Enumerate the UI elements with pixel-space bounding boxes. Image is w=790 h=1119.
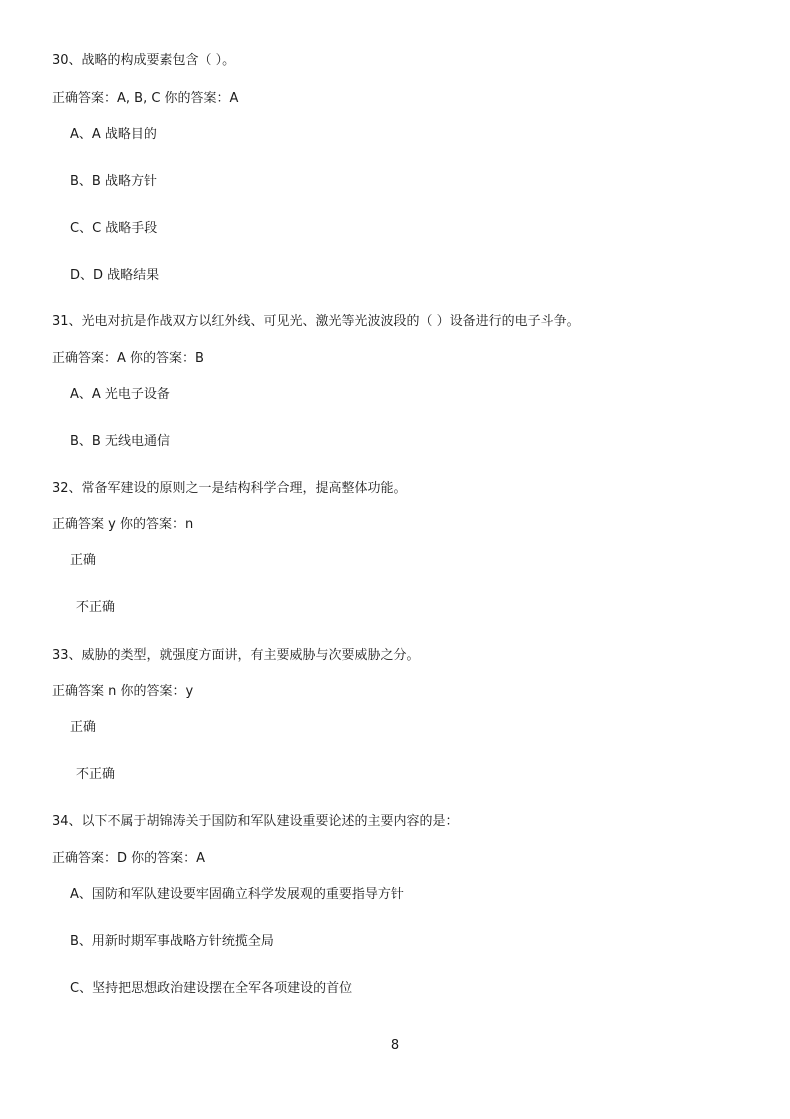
- question-33-option-true: 正确: [70, 720, 97, 735]
- question-32-option-true: 正确: [70, 553, 97, 568]
- question-34-stem: 34、以下不属于胡锦涛关于国防和军队建设重要论述的主要内容的是：: [52, 814, 459, 829]
- question-32-option-false: 不正确: [76, 600, 116, 615]
- question-34-option-c: C、坚持把思想政治建设摆在全军各项建设的首位: [70, 981, 353, 996]
- question-33-option-false: 不正确: [76, 767, 116, 782]
- question-32-answer: 正确答案 y 你的答案：n: [52, 517, 194, 532]
- question-30-option-a: A、A 战略目的: [70, 127, 157, 142]
- page-number: 8: [390, 1038, 400, 1053]
- question-33-answer: 正确答案 n 你的答案：y: [52, 684, 194, 699]
- question-32-stem: 32、常备军建设的原则之一是结构科学合理，提高整体功能。: [52, 481, 407, 496]
- question-31-answer: 正确答案：A 你的答案：B: [52, 351, 204, 366]
- question-31-option-a: A、A 光电子设备: [70, 387, 170, 402]
- question-34-option-a: A、国防和军队建设要牢固确立科学发展观的重要指导方针: [70, 887, 404, 902]
- question-34-answer: 正确答案：D 你的答案：A: [52, 851, 206, 866]
- question-30-stem: 30、战略的构成要素包含（ ）。: [52, 53, 236, 68]
- question-30-option-c: C、C 战略手段: [70, 221, 158, 236]
- question-31-stem: 31、光电对抗是作战双方以红外线、可见光、激光等光波波段的（ ）设备进行的电子斗争。: [52, 314, 580, 329]
- question-30-option-b: B、B 战略方针: [70, 174, 157, 189]
- question-31-option-b: B、B 无线电通信: [70, 434, 170, 449]
- question-30-option-d: D、D 战略结果: [70, 268, 160, 283]
- question-30-answer: 正确答案：A, B, C 你的答案：A: [52, 91, 239, 106]
- question-34-option-b: B、用新时期军事战略方针统揽全局: [70, 934, 274, 949]
- question-33-stem: 33、威胁的类型，就强度方面讲，有主要威胁与次要威胁之分。: [52, 648, 420, 663]
